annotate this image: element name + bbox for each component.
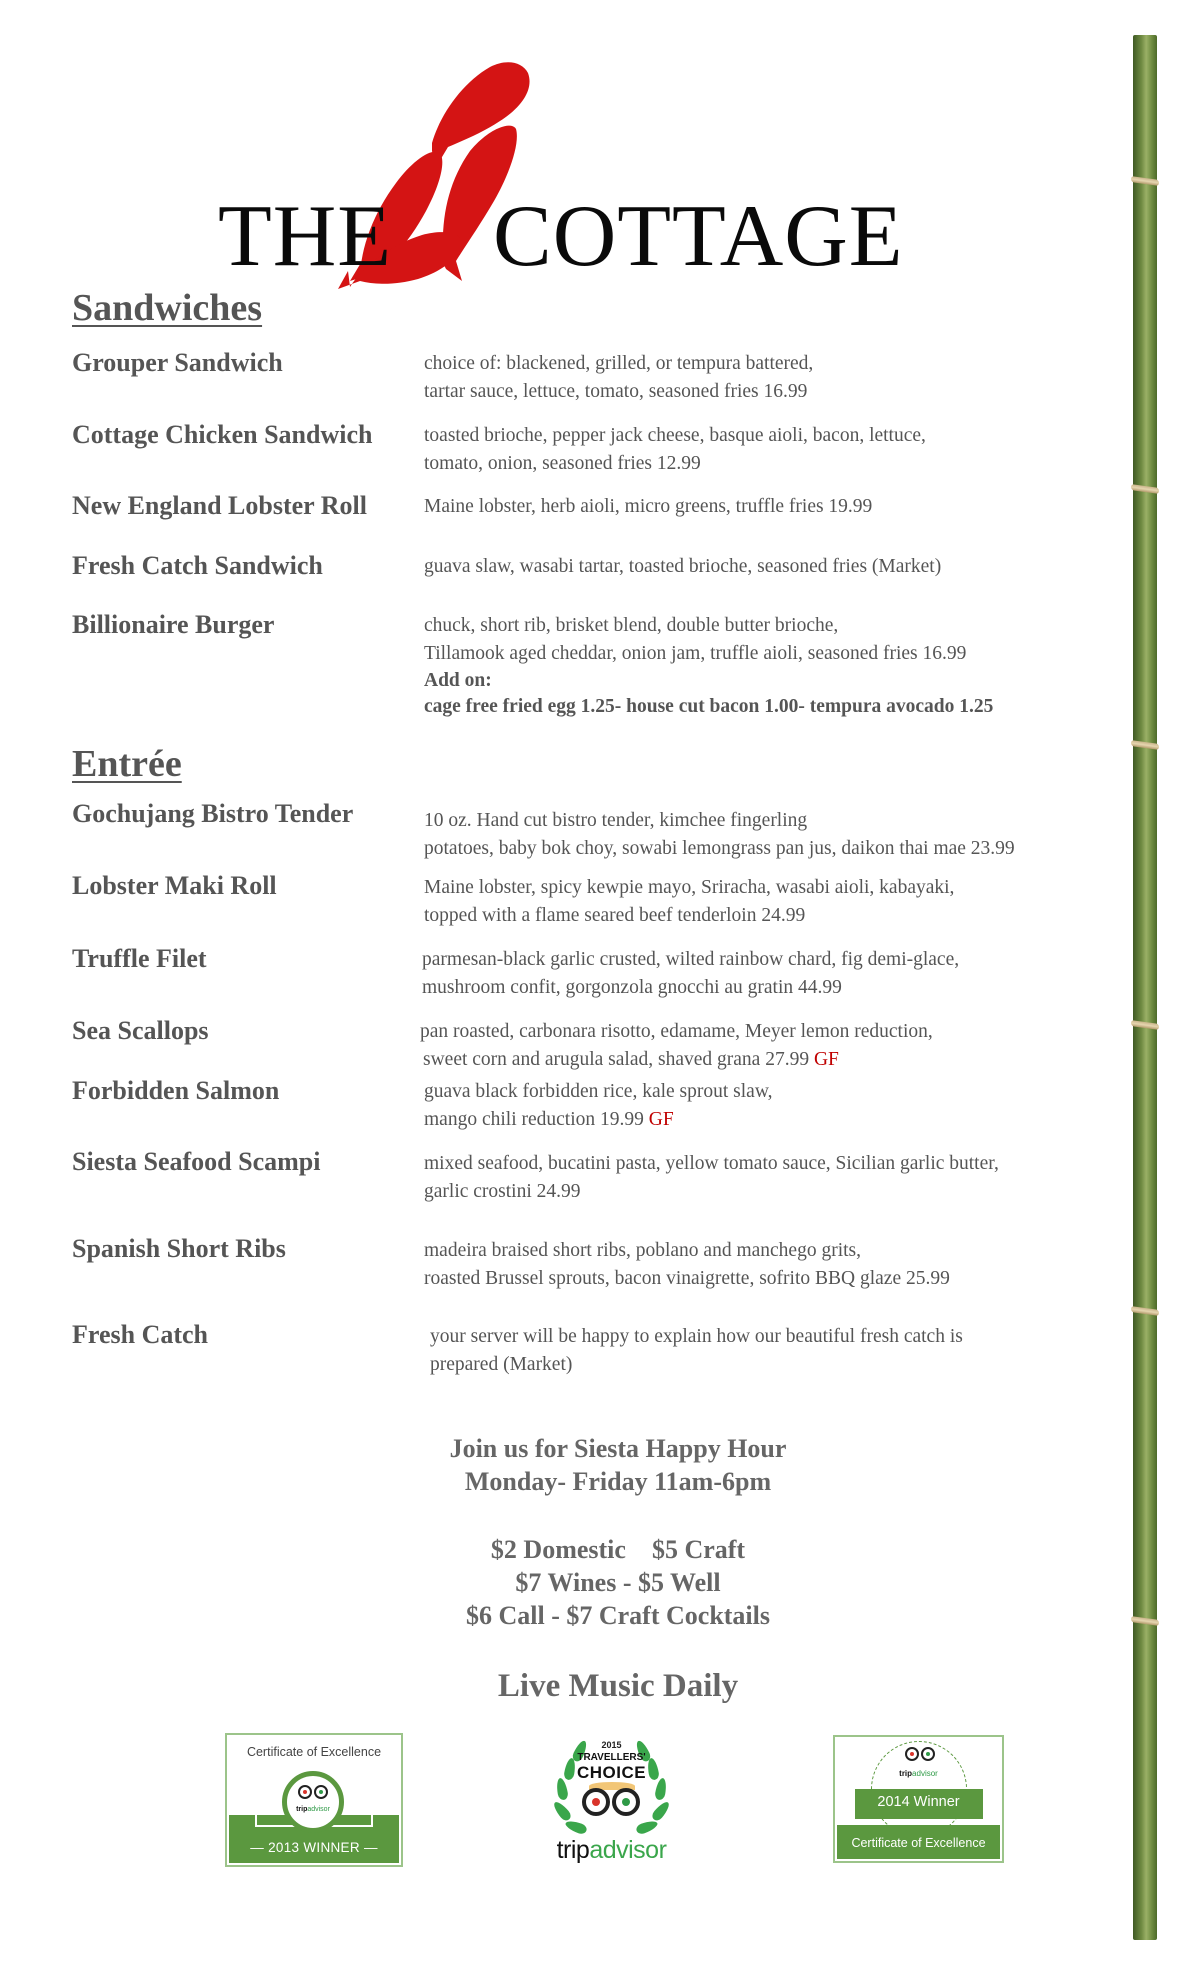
menu-item-name: Cottage Chicken Sandwich — [72, 420, 373, 449]
desc-line: Maine lobster, spicy kewpie mayo, Sriracha, wasabi aioli, kabayaki, — [424, 877, 955, 898]
tripadvisor-certificate-2013-badge — [225, 1733, 403, 1867]
menu-item-name: Gochujang Bistro Tender — [72, 799, 354, 828]
happy-hour-title: Join us for Siesta Happy Hour — [449, 1434, 787, 1463]
badge-winner-text: 2014 Winner — [877, 1794, 960, 1810]
laurel-leaf-icon — [564, 1819, 588, 1836]
menu-item-desc — [424, 807, 1015, 863]
menu-item-desc — [424, 874, 954, 930]
desc-line: guava slaw, wasabi tartar, toasted brioche, seasoned fries (Market) — [424, 556, 942, 577]
menu-item-name: Fresh Catch Sandwich — [72, 551, 323, 580]
logo-text-the: THE — [218, 188, 393, 285]
menu-item-name: Grouper Sandwich — [72, 348, 283, 377]
menu-item-name: Billionaire Burger — [72, 610, 275, 639]
desc-text: sweet corn and arugula salad, shaved grana 27.99 — [423, 1049, 810, 1070]
bamboo-node — [1131, 484, 1159, 494]
menu-item-desc — [424, 553, 941, 581]
desc-line — [424, 1106, 773, 1134]
laurel-leaf-icon — [551, 1799, 573, 1822]
desc-line: madeira braised short ribs, poblano and manchego grits, — [424, 1240, 862, 1261]
happy-hour-deals — [318, 1533, 918, 1632]
desc-line: roasted Brussel sprouts, bacon vinaigrette, sofrito BBQ glaze 25.99 — [424, 1268, 950, 1289]
menu-item-desc — [424, 1078, 773, 1134]
section-title-sandwiches: Sandwiches — [72, 287, 263, 329]
desc-line: parmesan-black garlic crusted, wilted rainbow chard, fig demi-glace, — [422, 949, 960, 970]
tripadvisor-owl-icon — [582, 1788, 640, 1816]
desc-line: garlic crostini 24.99 — [424, 1181, 581, 1202]
tripadvisor-owl-icon — [905, 1747, 935, 1761]
menu-item-name: Siesta Seafood Scampi — [72, 1147, 321, 1176]
deal-line: $7 Wines - $5 Well — [515, 1568, 721, 1597]
bamboo-node — [1131, 176, 1159, 186]
addon-items: cage free fried egg 1.25- house cut bacon 1.00- tempura avocado 1.25 — [424, 696, 994, 717]
desc-line: pan roasted, carbonara risotto, edamame, Meyer lemon reduction, — [420, 1021, 933, 1042]
tripadvisor-owl-icon — [298, 1785, 328, 1799]
menu-item-name: Truffle Filet — [72, 944, 207, 973]
tripadvisor-wordmark: tripadvisor — [899, 1769, 938, 1778]
desc-text: mango chili reduction 19.99 — [424, 1109, 644, 1130]
deal-craft: $5 Craft — [651, 1535, 746, 1564]
bamboo-node — [1131, 1306, 1159, 1316]
badge-title: Certificate of Excellence — [246, 1745, 382, 1759]
menu-item-desc — [424, 422, 926, 478]
desc-line: prepared (Market) — [430, 1354, 573, 1375]
bamboo-node — [1131, 740, 1159, 750]
menu-item-name: Fresh Catch — [72, 1320, 209, 1349]
laurel-leaf-icon — [635, 1819, 659, 1836]
badge-circle — [282, 1771, 344, 1833]
badge-title-line1: TRAVELLERS' — [577, 1752, 646, 1763]
deal-line: $6 Call - $7 Craft Cocktails — [465, 1601, 770, 1630]
bamboo-stalk-decoration — [1133, 35, 1157, 1940]
gluten-free-badge: GF — [648, 1109, 674, 1130]
bamboo-node — [1131, 1616, 1159, 1626]
menu-item-name: Lobster Maki Roll — [72, 871, 277, 900]
desc-line: mixed seafood, bucatini pasta, yellow tomato sauce, Sicilian garlic butter, — [424, 1153, 999, 1174]
deal-line — [318, 1533, 918, 1566]
menu-item-name: Forbidden Salmon — [72, 1076, 280, 1105]
menu-item-desc — [430, 1323, 963, 1379]
desc-line: Maine lobster, herb aioli, micro greens, truffle fries 19.99 — [424, 496, 873, 517]
addon-label: Add on: — [424, 670, 492, 691]
desc-line: 10 oz. Hand cut bistro tender, kimchee fingerling — [424, 810, 808, 831]
menu-item-desc — [422, 946, 959, 1002]
deal-domestic: $2 Domestic — [490, 1535, 626, 1564]
desc-line: mushroom confit, gorgonzola gnocchi au gratin 44.99 — [422, 977, 842, 998]
restaurant-logo — [200, 55, 980, 290]
menu-item-desc — [420, 1018, 933, 1074]
desc-line: toasted brioche, pepper jack cheese, basque aioli, bacon, lettuce, — [424, 425, 926, 446]
gluten-free-badge: GF — [813, 1049, 839, 1070]
tripadvisor-wordmark: tripadvisor — [296, 1806, 330, 1813]
desc-line: your server will be happy to explain how our beautiful fresh catch is — [430, 1326, 963, 1347]
desc-line: tomato, onion, seasoned fries 12.99 — [424, 453, 701, 474]
menu-item-desc — [424, 1150, 999, 1206]
desc-line: choice of: blackened, grilled, or tempura battered, — [424, 353, 814, 374]
logo-text-cottage: COTTAGE — [493, 188, 904, 285]
badge-title: Certificate of Excellence — [851, 1836, 986, 1850]
menu-item-desc — [424, 612, 993, 720]
bamboo-node — [1131, 1020, 1159, 1030]
desc-line: potatoes, baby bok choy, sowabi lemongrass pan jus, daikon thai mae 23.99 — [424, 838, 1015, 859]
desc-line: chuck, short rib, brisket blend, double butter brioche, — [424, 615, 839, 636]
badge-winner-text: — 2013 WINNER — — [250, 1840, 378, 1855]
menu-item-name: Spanish Short Ribs — [72, 1234, 286, 1263]
laurel-leaf-icon — [650, 1799, 672, 1822]
tripadvisor-wordmark: tripadvisor — [556, 1836, 667, 1864]
tripadvisor-certificate-2014-badge — [833, 1735, 1004, 1863]
badge-year: 2015 — [601, 1740, 622, 1750]
section-title-entree: Entrée — [72, 743, 182, 785]
desc-line — [420, 1046, 933, 1074]
menu-item-name: Sea Scallops — [72, 1016, 209, 1045]
desc-line: topped with a flame seared beef tenderloin 24.99 — [424, 905, 806, 926]
menu-item-desc — [424, 493, 872, 521]
desc-line: tartar sauce, lettuce, tomato, seasoned fries 16.99 — [424, 381, 808, 402]
menu-item-desc — [424, 350, 813, 406]
desc-line: guava black forbidden rice, kale sprout slaw, — [424, 1081, 773, 1102]
badge-title-line2: CHOICE — [576, 1763, 647, 1782]
happy-hour-info — [318, 1432, 918, 1498]
menu-item-name: New England Lobster Roll — [72, 491, 367, 520]
happy-hour-schedule: Monday- Friday 11am-6pm — [464, 1467, 772, 1496]
menu-item-desc — [424, 1237, 950, 1293]
tripadvisor-travellers-choice-2015-badge — [545, 1738, 678, 1866]
live-music-banner: Live Music Daily — [497, 1668, 739, 1704]
desc-line: Tillamook aged cheddar, onion jam, truffle aioli, seasoned fries 16.99 — [424, 643, 967, 664]
